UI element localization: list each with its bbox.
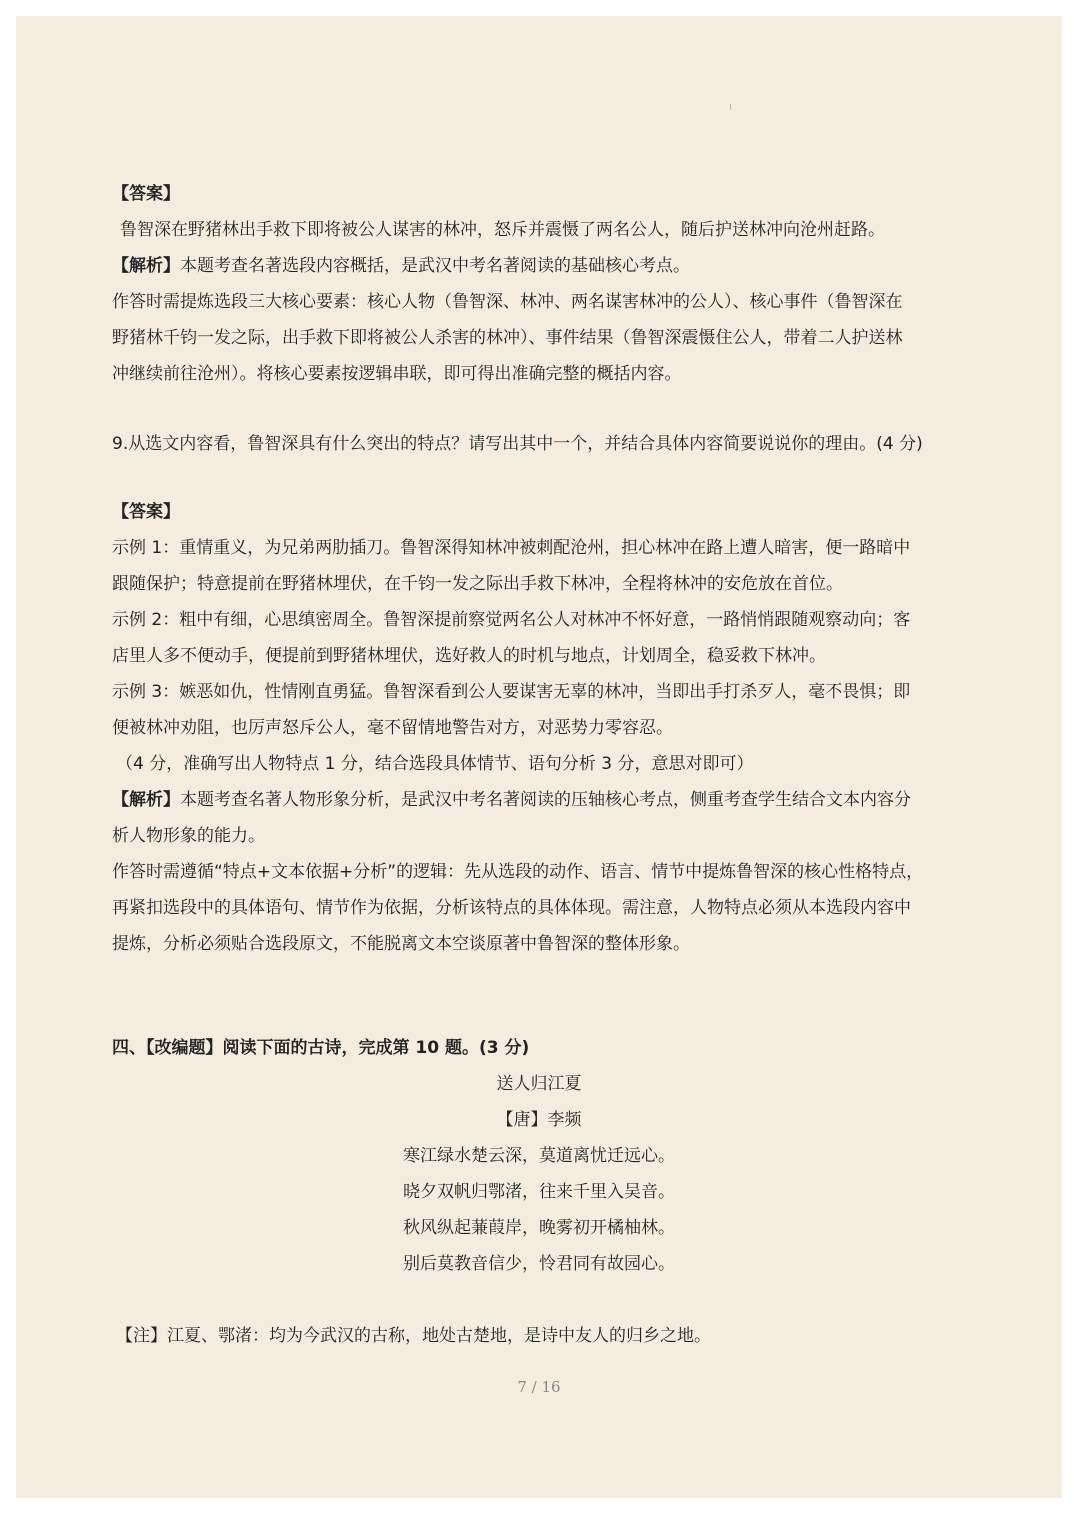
q9-question: 9.从选文内容看，鲁智深具有什么突出的特点？请写出其中一个，并结合具体内容简要说说你的理由。(4 分) bbox=[112, 434, 923, 454]
q9-example-line: 便被林冲劝阻，也厉声怒斥公人，毫不留情地警告对方，对恶势力零容忍。 bbox=[112, 718, 673, 738]
poem-line: 别后莫教音信少，怜君同有故园心。 bbox=[403, 1254, 675, 1274]
q9-example-line: 店里人多不便动手，便提前到野猪林埋伏，选好救人的时机与地点，计划周全，稳妥救下林冲。 bbox=[112, 646, 826, 666]
section4-heading: 四、【改编题】阅读下面的古诗，完成第 10 题。(3 分) bbox=[112, 1038, 530, 1058]
q9-example-line: 示例 2：粗中有细，心思缜密周全。鲁智深提前察觉两名公人对林冲不怀好意，一路悄悄跟随观察动向；客 bbox=[112, 610, 911, 630]
document-page bbox=[16, 16, 1062, 1498]
q9-detail-line: 提炼，分析必须贴合选段原文，不能脱离文本空谈原著中鲁智深的整体形象。 bbox=[112, 934, 690, 954]
q9-scoring: （4 分，准确写出人物特点 1 分，结合选段具体情节、语句分析 3 分，意思对即可） bbox=[116, 754, 754, 774]
q8-analysis-label: 【解析】 bbox=[112, 256, 180, 276]
q9-analysis-label: 【解析】 bbox=[112, 790, 180, 810]
q9-detail-line: 作答时需遵循“特点+文本依据+分析”的逻辑：先从选段的动作、语言、情节中提炼鲁智深的核心性格特点， bbox=[112, 862, 924, 882]
q9-detail-line: 再紧扣选段中的具体语句、情节作为依据，分析该特点的具体体现。需注意，人物特点必须从本选段内容中 bbox=[112, 898, 911, 918]
q8-detail-line: 野猪林千钧一发之际，出手救下即将被公人杀害的林冲）、事件结果（鲁智深震慑住公人，带着二人护送林 bbox=[112, 328, 903, 348]
q9-analysis-line: 析人物形象的能力。 bbox=[112, 826, 265, 846]
q8-analysis-text: 本题考查名著选段内容概括，是武汉中考名著阅读的基础核心考点。 bbox=[180, 256, 690, 276]
q8-detail-line: 作答时需提炼选段三大核心要素：核心人物（鲁智深、林冲、两名谋害林冲的公人）、核心事件（鲁智深在 bbox=[112, 292, 903, 312]
poem-note: 【注】江夏、鄂渚：均为今武汉的古称，地处古楚地，是诗中友人的归乡之地。 bbox=[116, 1326, 711, 1346]
poem-author: 【唐】李频 bbox=[496, 1110, 582, 1130]
scan-mark bbox=[730, 104, 731, 110]
q9-example-line: 示例 1：重情重义，为兄弟两肋插刀。鲁智深得知林冲被刺配沧州，担心林冲在路上遭人暗害，便一路暗中 bbox=[112, 538, 911, 558]
q8-answer-text: 鲁智深在野猪林出手救下即将被公人谋害的林冲，怒斥并震慑了两名公人，随后护送林冲向沧州赶路。 bbox=[120, 220, 885, 240]
poem-line: 寒江绿水楚云深，莫道离忧迁远心。 bbox=[403, 1146, 675, 1166]
q9-answer-label: 【答案】 bbox=[112, 502, 180, 522]
q9-example-line: 示例 3：嫉恶如仇，性情刚直勇猛。鲁智深看到公人要谋害无辜的林冲，当即出手打杀歹人，毫不畏惧；即 bbox=[112, 682, 911, 702]
q8-detail-line: 冲继续前往沧州）。将核心要素按逻辑串联，即可得出准确完整的概括内容。 bbox=[112, 364, 682, 384]
poem-title: 送人归江夏 bbox=[496, 1074, 582, 1094]
page-number: 7 / 16 bbox=[517, 1378, 561, 1396]
q8-analysis bbox=[112, 248, 972, 284]
q9-analysis-text: 本题考查名著人物形象分析，是武汉中考名著阅读的压轴核心考点，侧重考查学生结合文本内容分 bbox=[180, 790, 911, 810]
poem-line: 晓夕双帆归鄂渚，往来千里入吴音。 bbox=[403, 1182, 675, 1202]
q9-analysis bbox=[112, 782, 972, 818]
q9-example-line: 跟随保护；特意提前在野猪林埋伏，在千钧一发之际出手救下林冲，全程将林冲的安危放在首位。 bbox=[112, 574, 843, 594]
poem-line: 秋风纵起蒹葭岸，晚雾初开橘柚林。 bbox=[403, 1218, 675, 1238]
q8-answer-label: 【答案】 bbox=[112, 184, 180, 204]
